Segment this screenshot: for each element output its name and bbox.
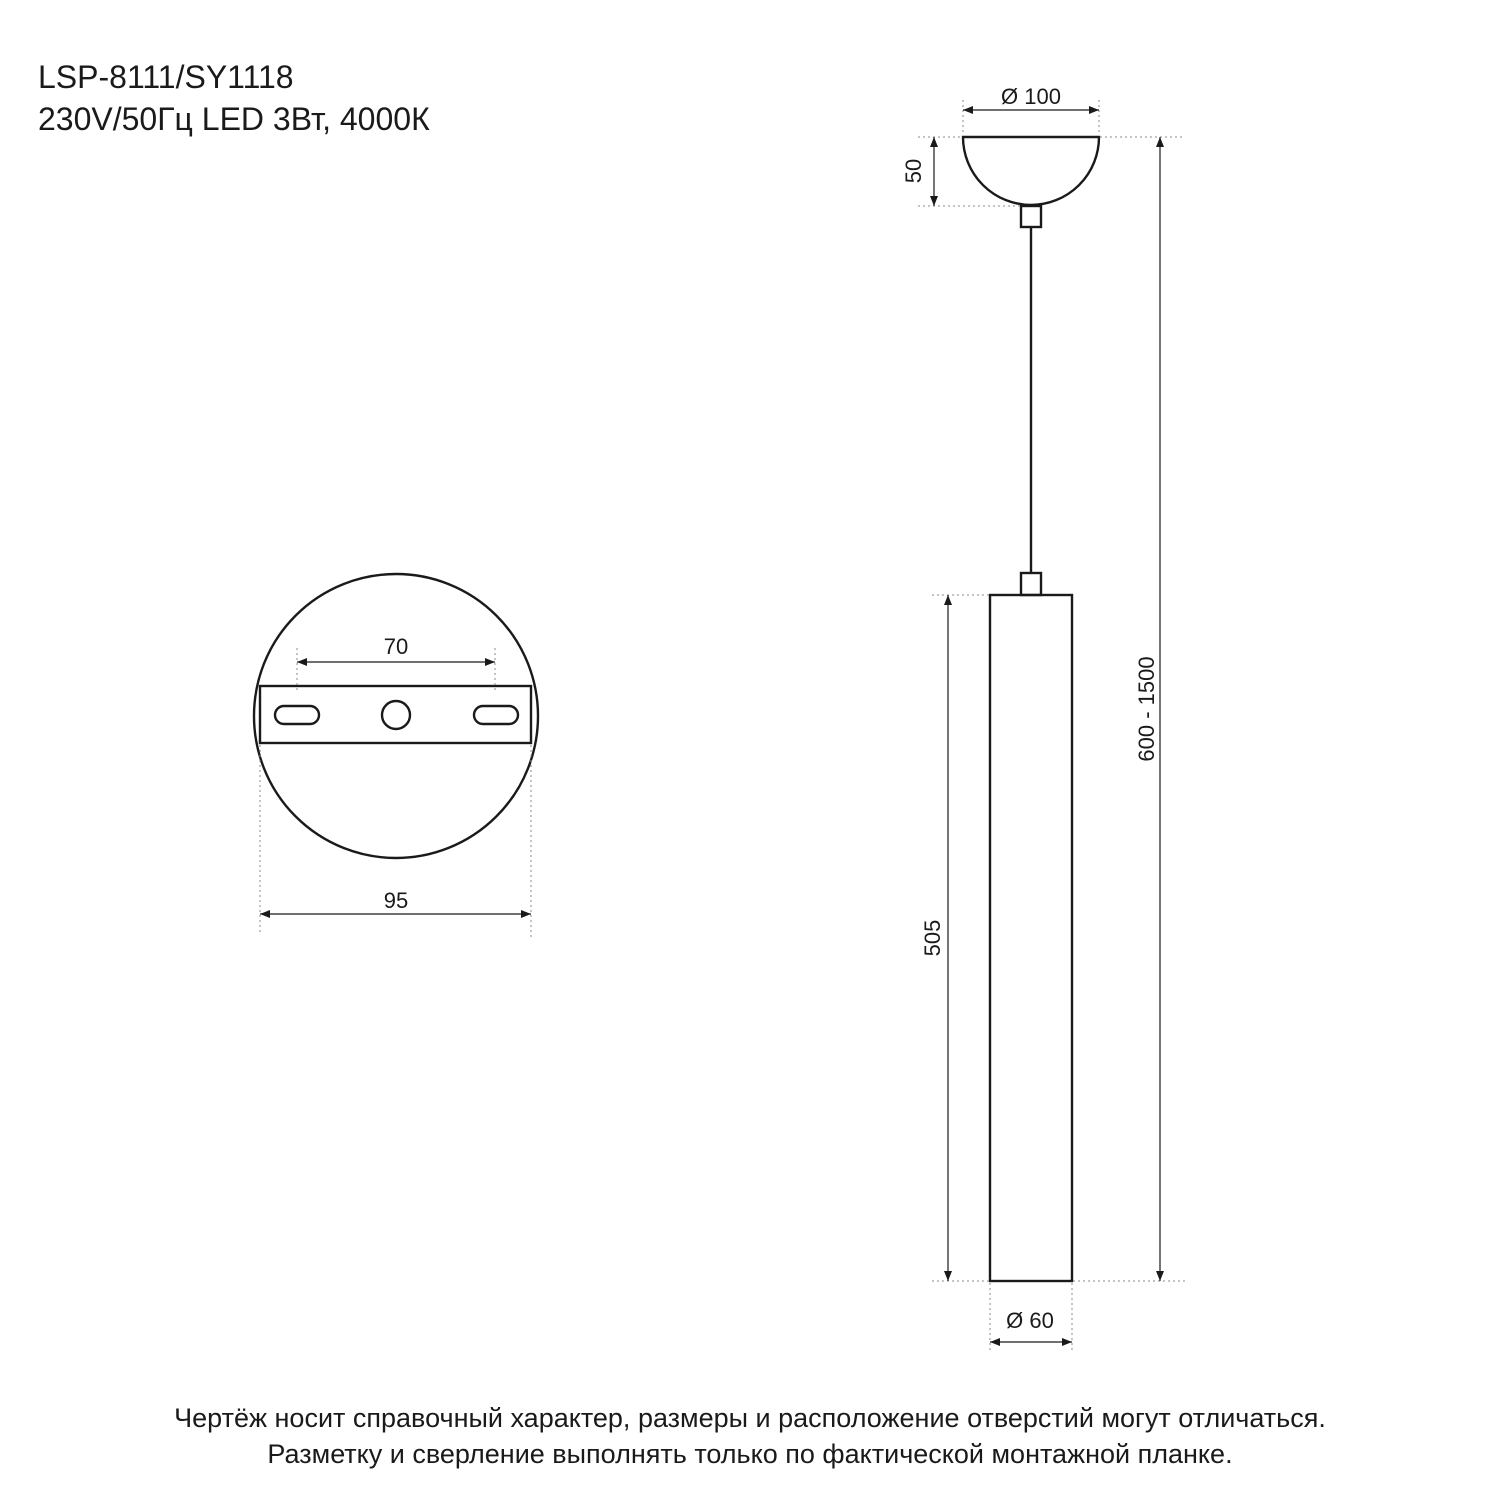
mounting-base-view: [254, 574, 538, 938]
model-name: LSP-8111/SY1118: [38, 59, 294, 95]
canopy-diameter-label: Ø 100: [1001, 84, 1061, 109]
disclaimer-line-1: Чертёж носит справочный характер, размеры и расположение отверстий могут отличаться.: [174, 1403, 1326, 1433]
right-slot-hole: [474, 706, 518, 724]
lamp-body-cylinder: [990, 595, 1072, 1281]
center-cable-hole: [382, 701, 410, 729]
pendant-side-view: [901, 84, 1188, 1352]
body-diameter-label: Ø 60: [1006, 1308, 1054, 1333]
left-slot-hole: [275, 706, 319, 724]
base-width-label: 95: [383, 888, 409, 913]
canopy-height-label: 50: [901, 158, 926, 184]
electrical-specs: 230V/50Гц LED 3Вт, 4000К: [38, 101, 430, 137]
mounting-bracket: [260, 686, 531, 743]
lower-cable-grip: [1021, 573, 1041, 595]
disclaimer-note: [0, 1400, 1500, 1472]
ceiling-canopy: [963, 137, 1099, 205]
total-length-label: 600 - 1500: [1134, 656, 1159, 762]
canopy-outline-circle: [254, 574, 538, 858]
upper-cable-grip: [1021, 206, 1041, 227]
slot-spacing-label: 70: [383, 634, 409, 659]
body-length-label: 505: [920, 919, 945, 957]
disclaimer-line-2: Разметку и сверление выполнять только по фактической монтажной планке.: [267, 1439, 1233, 1469]
